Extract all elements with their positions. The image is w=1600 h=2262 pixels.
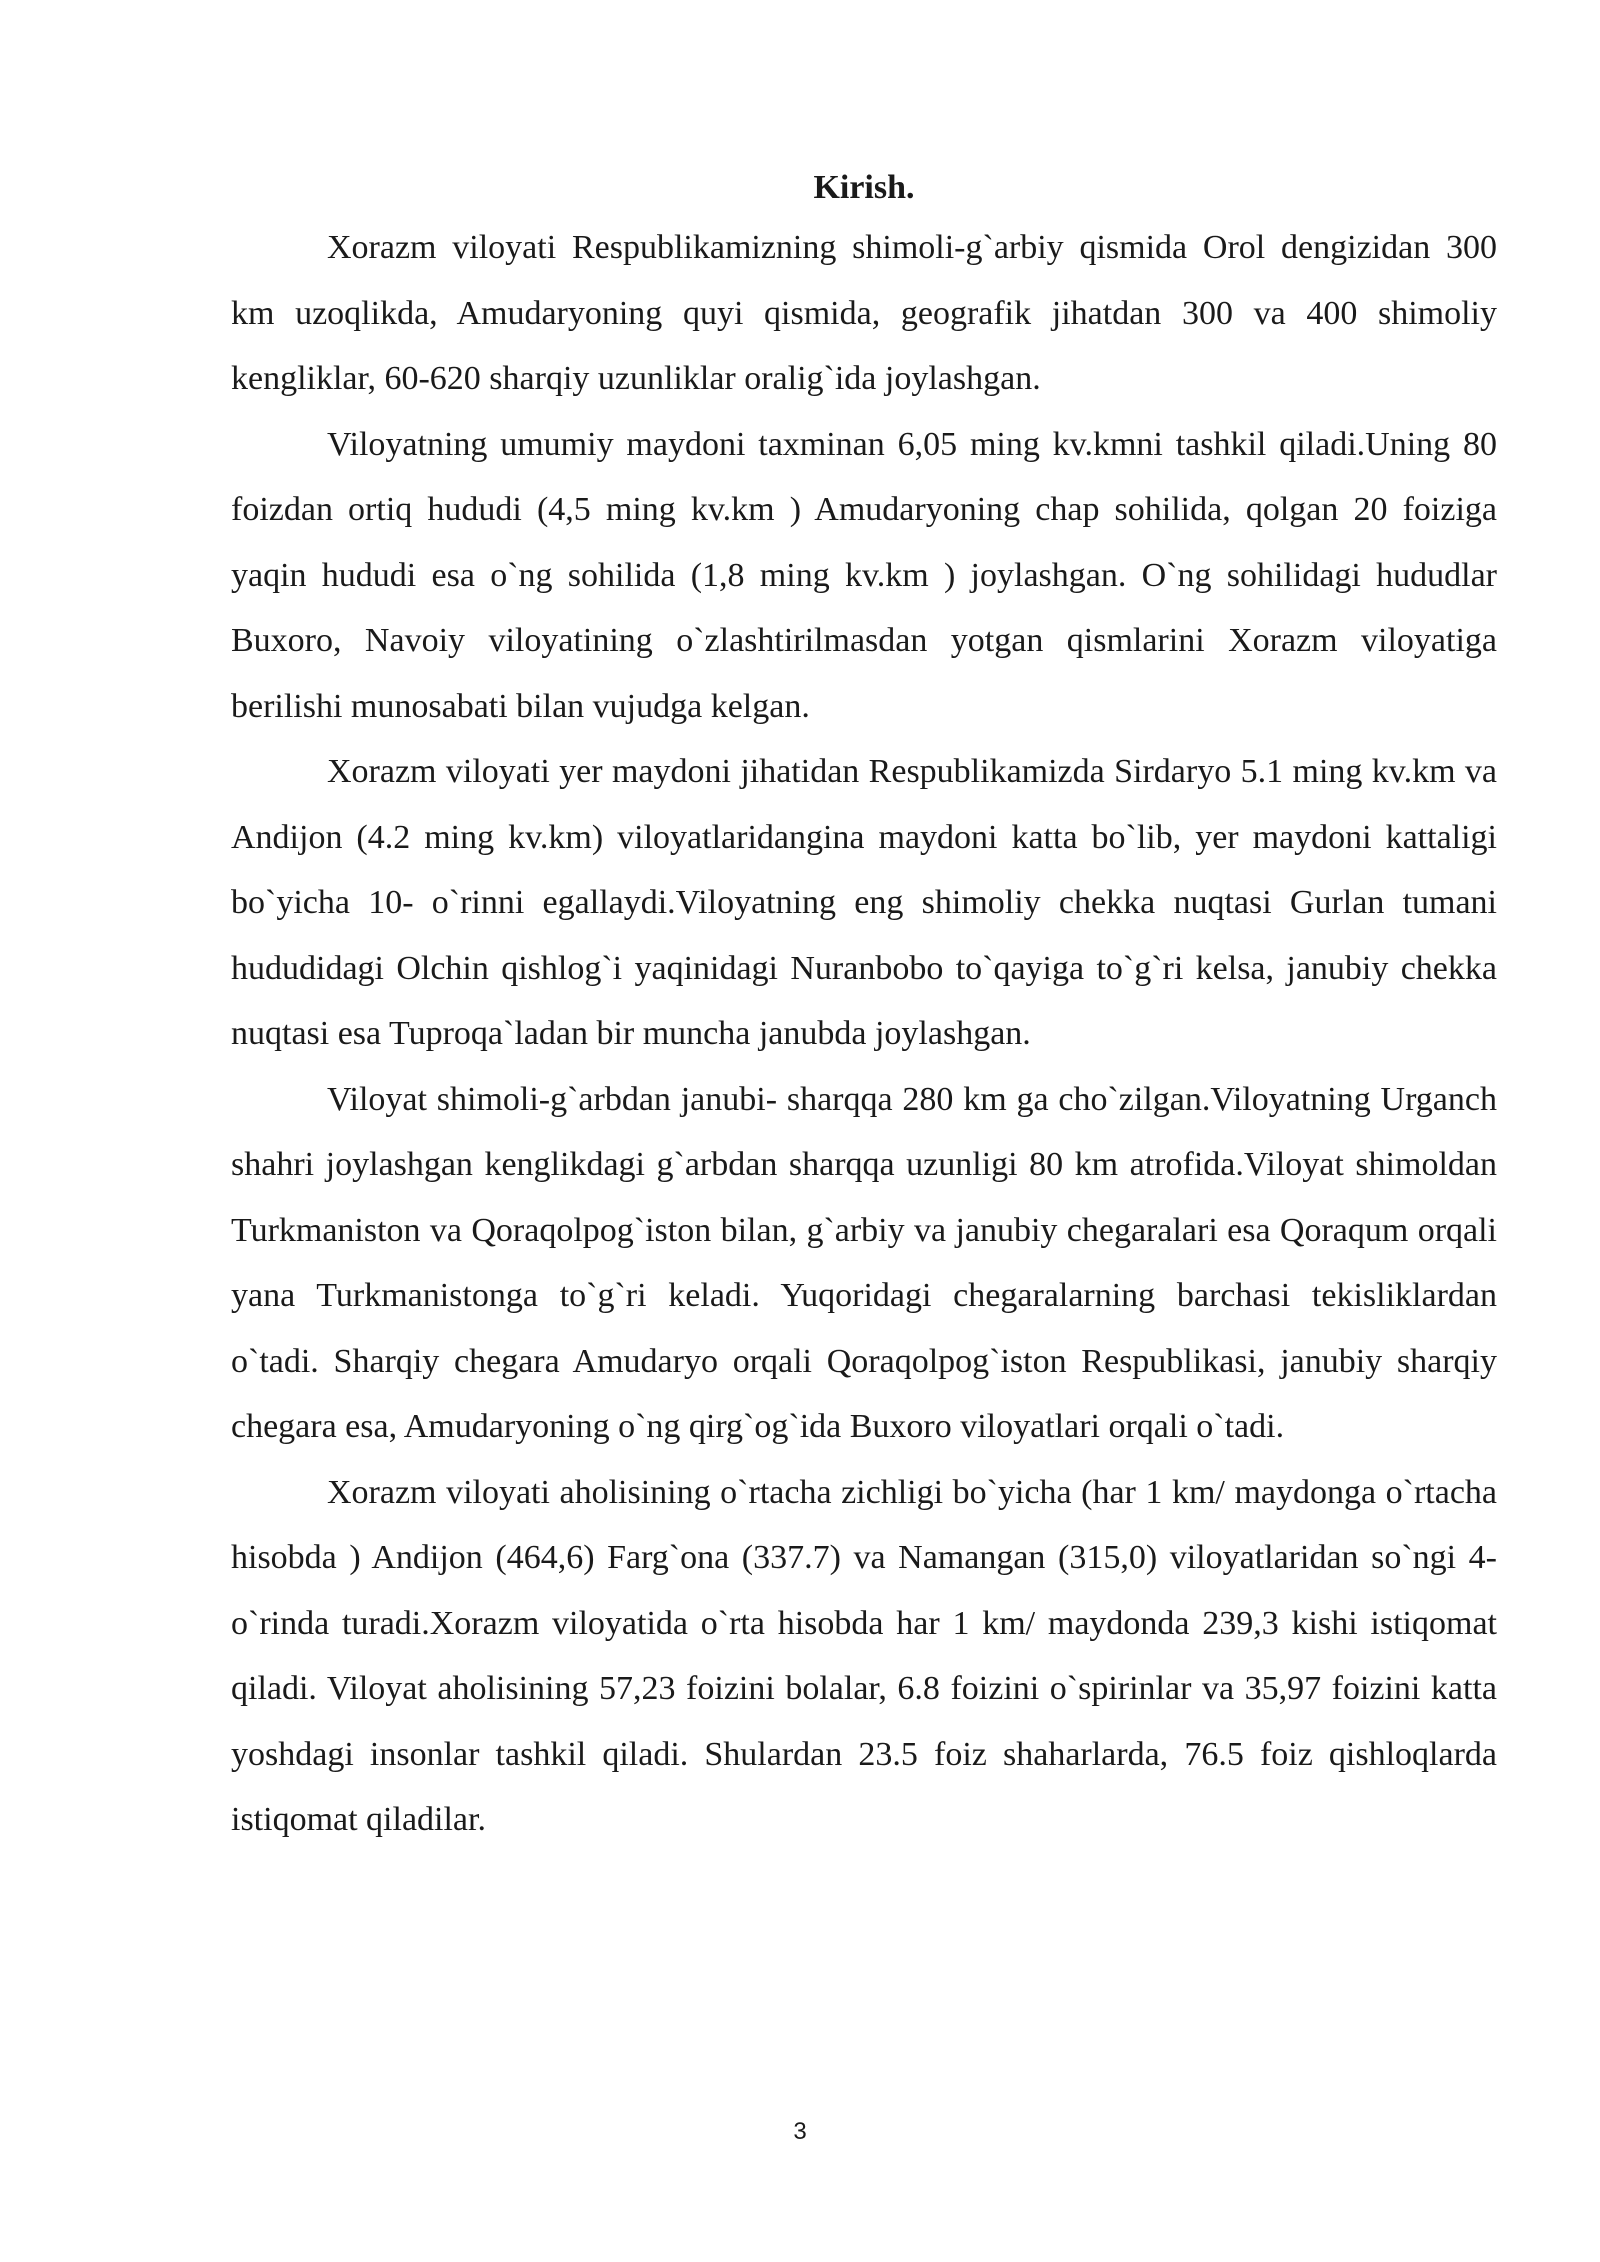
- page-number: 3: [793, 2118, 807, 2145]
- paragraph-size-ranking: Xorazm viloyati yer maydoni jihatidan Respublikamizda Sirdaryo 5.1 ming kv.km va Andijon (4.2 ming kv.km) viloyatlaridangina maydoni katta bo`lib, yer maydoni kattaligi bo`yicha 10- o`rinni egallaydi.Viloyatning eng shimoliy chekka nuqtasi Gurlan tumani hududidagi Olchin qishlog`i yaqinidagi Nuranbobo to`qayiga to`g`ri kelsa, janubiy chekka nuqtasi esa Tuproqa`ladan bir muncha janubda joylashgan.: [231, 753, 1497, 1052]
- paragraph-borders: Viloyat shimoli-g`arbdan janubi- sharqqa 280 km ga cho`zilgan.Viloyatning Urganch shahri joylashgan kenglikdagi g`arbdan sharqqa uzunligi 80 km atrofida.Viloyat shimoldan Turkmaniston va Qoraqolpog`iston bilan, g`arbiy va janubiy chegaralari esa Qoraqum orqali yana Turkmanistonga to`g`ri keladi. Yuqoridagi chegaralarning barchasi tekisliklardan o`tadi. Sharqiy chegara Amudaryo orqali Qoraqolpog`iston Respublikasi, janubiy sharqiy chegara esa, Amudaryoning o`ng qirg`og`ida Buxoro viloyatlari orqali o`tadi.: [231, 1080, 1497, 1445]
- paragraph-population: Xorazm viloyati aholisining o`rtacha zichligi bo`yicha (har 1 km/ maydonga o`rtacha hisobda ) Andijon (464,6) Farg`ona (337.7) va Namangan (315,0) viloyatlaridan so`ngi 4-o`rinda turadi.Xorazm viloyatida o`rta hisobda har 1 km/ maydonda 239,3 kishi istiqomat qiladi. Viloyat aholisining 57,23 foizini bolalar, 6.8 foizini o`spirinlar va 35,97 foizini katta yoshdagi insonlar tashkil qiladi. Shulardan 23.5 foiz shaharlarda, 76.5 foiz qishloqlarda istiqomat qiladilar.: [231, 1473, 1497, 1838]
- page-body: [231, 165, 1497, 1853]
- page-title: Kirish.: [813, 169, 915, 206]
- paragraph-location: Xorazm viloyati Respublikamizning shimoli-g`arbiy qismida Orol dengizidan 300 km uzoqlikda, Amudaryoning quyi qismida, geografik jihatdan 300 va 400 shimoliy kengliklar, 60-620 sharqiy uzunliklar oralig`ida joylashgan.: [231, 229, 1497, 397]
- paragraph-area: Viloyatning umumiy maydoni taxminan 6,05 ming kv.kmni tashkil qiladi.Uning 80 foizdan ortiq hududi (4,5 ming kv.km ) Amudaryoning chap sohilida, qolgan 20 foiziga yaqin hududi esa o`ng sohilida (1,8 ming kv.km ) joylashgan. O`ng sohilidagi hududlar Buxoro, Navoiy viloyatining o`zlashtirilmasdan yotgan qismlarini Xorazm viloyatiga berilishi munosabati bilan vujudga kelgan.: [231, 425, 1497, 725]
